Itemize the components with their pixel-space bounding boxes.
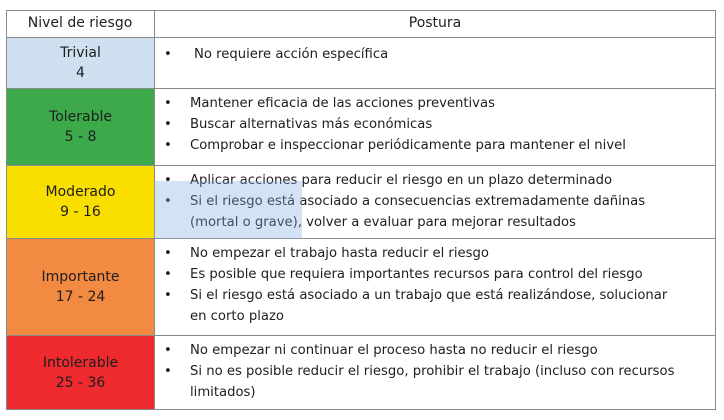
- posture-item: • No empezar ni continuar el proceso hasta no reducir el riesgo: [156, 340, 714, 361]
- bullet-icon: •: [164, 246, 172, 261]
- table-border-right: [715, 10, 716, 410]
- risk-level-name: Intolerable: [42, 354, 119, 371]
- posture-item: • Aplicar acciones para reducir el riesgo en un plazo determinado: [156, 170, 714, 191]
- risk-level-range: 25 - 36: [55, 374, 106, 391]
- posture-item: • Es posible que requiera importantes recursos para control del riesgo: [156, 264, 714, 285]
- posture-item: • No empezar el trabajo hasta reducir el riesgo: [156, 243, 714, 264]
- posture-list-trivial: [156, 44, 714, 65]
- risk-level-moderado: [7, 166, 154, 238]
- bullet-icon: •: [164, 117, 172, 132]
- risk-level-name: Moderado: [45, 184, 116, 200]
- risk-level-name: Trivial: [60, 45, 101, 61]
- risk-level-name: Tolerable: [49, 109, 112, 125]
- risk-level-intolerable: [7, 336, 154, 409]
- header-posture: Postura: [408, 15, 462, 31]
- risk-level-range: 9 - 16: [60, 204, 101, 220]
- table-border-bottom: [6, 409, 716, 410]
- bullet-icon: •: [164, 173, 172, 188]
- bullet-icon: •: [164, 343, 172, 358]
- bullet-icon: •: [164, 267, 172, 282]
- column-divider: [154, 10, 155, 410]
- posture-list-intolerable: [156, 340, 714, 403]
- risk-level-range: 17 - 24: [55, 289, 106, 305]
- risk-level-tolerable: [7, 89, 154, 165]
- risk-level-importante: [7, 239, 154, 335]
- bullet-icon: •: [164, 47, 172, 62]
- posture-item: • Si el riesgo está asociado a consecuencias extremadamente dañinas: [156, 191, 714, 212]
- posture-item: • No requiere acción específica: [156, 44, 714, 65]
- bullet-icon: •: [164, 138, 172, 153]
- posture-item: • Buscar alternativas más económicas: [156, 114, 714, 135]
- risk-level-range: 5 - 8: [64, 129, 97, 145]
- risk-level-range: 4: [76, 65, 85, 81]
- posture-item: • Si el riesgo está asociado a un trabajo que está realizándose, solucionar: [156, 285, 714, 306]
- bullet-icon: •: [164, 96, 172, 111]
- risk-level-name: Importante: [41, 269, 120, 285]
- header-risk-level: Nivel de riesgo: [27, 15, 133, 31]
- posture-item: • Si no es posible reducir el riesgo, prohibir el trabajo (incluso con recursos: [156, 361, 714, 382]
- posture-item-continuation: limitados): [190, 385, 256, 400]
- posture-item: • Comprobar e inspeccionar periódicamente para mantener el nivel: [156, 135, 714, 156]
- bullet-icon: •: [164, 364, 172, 379]
- bullet-icon: •: [164, 288, 172, 303]
- posture-list-moderado: [156, 170, 714, 233]
- risk-level-trivial: [7, 38, 154, 88]
- posture-list-importante: [156, 243, 714, 327]
- posture-item: • Mantener eficacia de las acciones preventivas: [156, 93, 714, 114]
- posture-item-continuation: en corto plazo: [190, 309, 284, 324]
- posture-item-continuation: (mortal o grave), volver a evaluar para mejorar resultados: [190, 215, 576, 230]
- posture-list-tolerable: [156, 93, 714, 156]
- bullet-icon: •: [164, 194, 172, 209]
